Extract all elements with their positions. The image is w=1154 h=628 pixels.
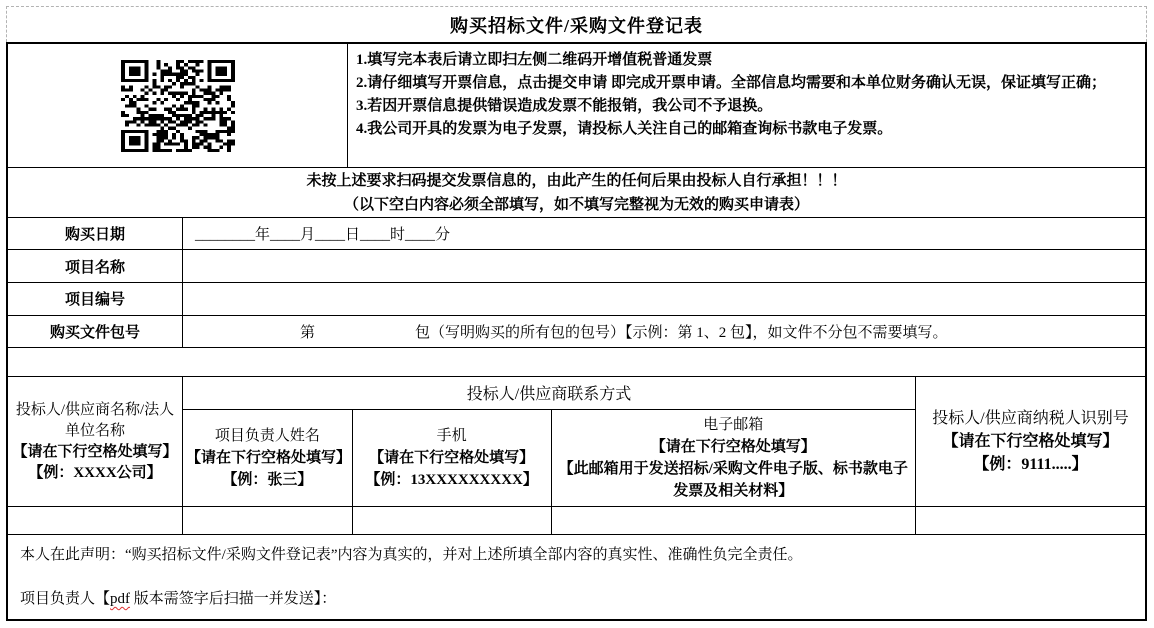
- signature-line: [20, 588, 1133, 610]
- mobile-header-cell: [353, 410, 552, 506]
- declaration-statement: 本人在此声明：“购买招标文件/采购文件登记表”内容为真实的，并对上述所填全部内容的真实性、准确性负完全责任。: [20, 547, 803, 564]
- email-fill-hint: 【请在下行空格处填写】: [650, 439, 816, 456]
- project-code-label: 项目编号: [8, 283, 183, 315]
- taxpayer-header-cell: [916, 377, 1145, 506]
- email-title: 电子邮箱: [703, 417, 764, 434]
- supplier-name-input[interactable]: [8, 507, 183, 534]
- person-name-input[interactable]: [183, 507, 353, 534]
- taxpayer-id-input[interactable]: [916, 507, 1145, 534]
- email-header-cell: [552, 410, 916, 506]
- qr-cell: [8, 44, 348, 167]
- person-header-cell: [183, 410, 353, 506]
- document: [6, 6, 1147, 621]
- instruction-line: 2.请仔细填写开票信息，点击提交申请 即完成开票申请。全部信息均需要和本单位财务确认无误，保证填写正确；: [356, 75, 1107, 91]
- page-title: 购买招标文件/采购文件登记表: [6, 6, 1147, 42]
- person-title: 项目负责人姓名: [214, 428, 320, 445]
- supplier-name-fill-hint: 【请在下行空格处填写】: [12, 443, 178, 460]
- package-no-row: [8, 316, 1145, 349]
- project-name-row: [8, 250, 1145, 283]
- warning-line-1: 未按上述要求扫码提交发票信息的，由此产生的任何后果由投标人自行承担！！！: [306, 172, 847, 189]
- qr-code-icon: [121, 60, 235, 152]
- supplier-section: [8, 377, 1145, 507]
- email-note: 【此邮箱用于发送招标/采购文件电子版、标书款电子发票及相关材料】: [558, 461, 908, 500]
- project-code-input[interactable]: [183, 283, 1145, 315]
- package-no-label: 购买文件包号: [8, 316, 183, 348]
- supplier-name-example: 【例：XXXX公司】: [28, 464, 162, 481]
- package-prefix: 第: [300, 324, 316, 341]
- spacer-cell: [8, 348, 1145, 376]
- taxpayer-example: 【例：9111.....】: [973, 456, 1088, 474]
- mobile-example: 【例：13XXXXXXXXX】: [365, 472, 538, 489]
- qr-instructions-row: [8, 44, 1145, 168]
- purchase-date-label: 购买日期: [8, 218, 183, 250]
- pdf-misspelled-word: pdf: [110, 591, 131, 608]
- instruction-line: 1.填写完本表后请立即扫左侧二维码开增值税普通发票: [356, 52, 713, 68]
- project-name-input[interactable]: [183, 250, 1145, 282]
- person-fill-hint: 【请在下行空格处填写】: [186, 450, 352, 467]
- warning-banner: [8, 168, 1145, 217]
- supplier-name-title: 投标人/供应商名称/法人单位名称: [15, 401, 175, 439]
- package-suffix: 包（写明购买的所有包的包号）【示例：第 1、2 包】，如文件不分包不需要填写。: [415, 324, 948, 341]
- mobile-title: 手机: [436, 428, 467, 445]
- mobile-fill-hint: 【请在下行空格处填写】: [369, 450, 535, 467]
- taxpayer-fill-hint: 【请在下行空格处填写】: [942, 433, 1119, 451]
- person-example: 【例：张三】: [222, 472, 313, 489]
- package-no-input[interactable]: [183, 316, 1145, 348]
- taxpayer-title: 投标人/供应商纳税人识别号: [932, 410, 1129, 428]
- signature-prefix: 项目负责人【: [20, 591, 111, 608]
- project-name-label: 项目名称: [8, 250, 183, 282]
- instruction-line: 4.我公司开具的发票为电子发票，请投标人关注自己的邮箱查询标书款电子发票。: [356, 121, 893, 137]
- purchase-date-row: [8, 218, 1145, 251]
- supplier-input-row: [8, 507, 1145, 535]
- instruction-line: 3.若因开票信息提供错误造成发票不能报销，我公司不予退换。: [356, 98, 773, 114]
- signature-suffix: 版本需签字后扫描一并发送】：: [130, 591, 337, 608]
- contact-columns: [183, 377, 916, 506]
- project-code-row: [8, 283, 1145, 316]
- invoice-instructions: [348, 44, 1145, 167]
- declaration-section: [8, 535, 1145, 619]
- contact-subheaders: [183, 410, 915, 506]
- mobile-input[interactable]: [353, 507, 552, 534]
- spacer-row: [8, 348, 1145, 377]
- warning-line-2: （以下空白内容必须全部填写，如不填写完整视为无效的购买申请表）: [343, 196, 809, 213]
- purchase-date-input[interactable]: ________年____月____日____时____分: [195, 227, 451, 244]
- email-input[interactable]: [552, 507, 916, 534]
- supplier-name-header-cell: [8, 377, 183, 506]
- contact-header: 投标人/供应商联系方式: [183, 377, 915, 410]
- form-table: [6, 42, 1147, 621]
